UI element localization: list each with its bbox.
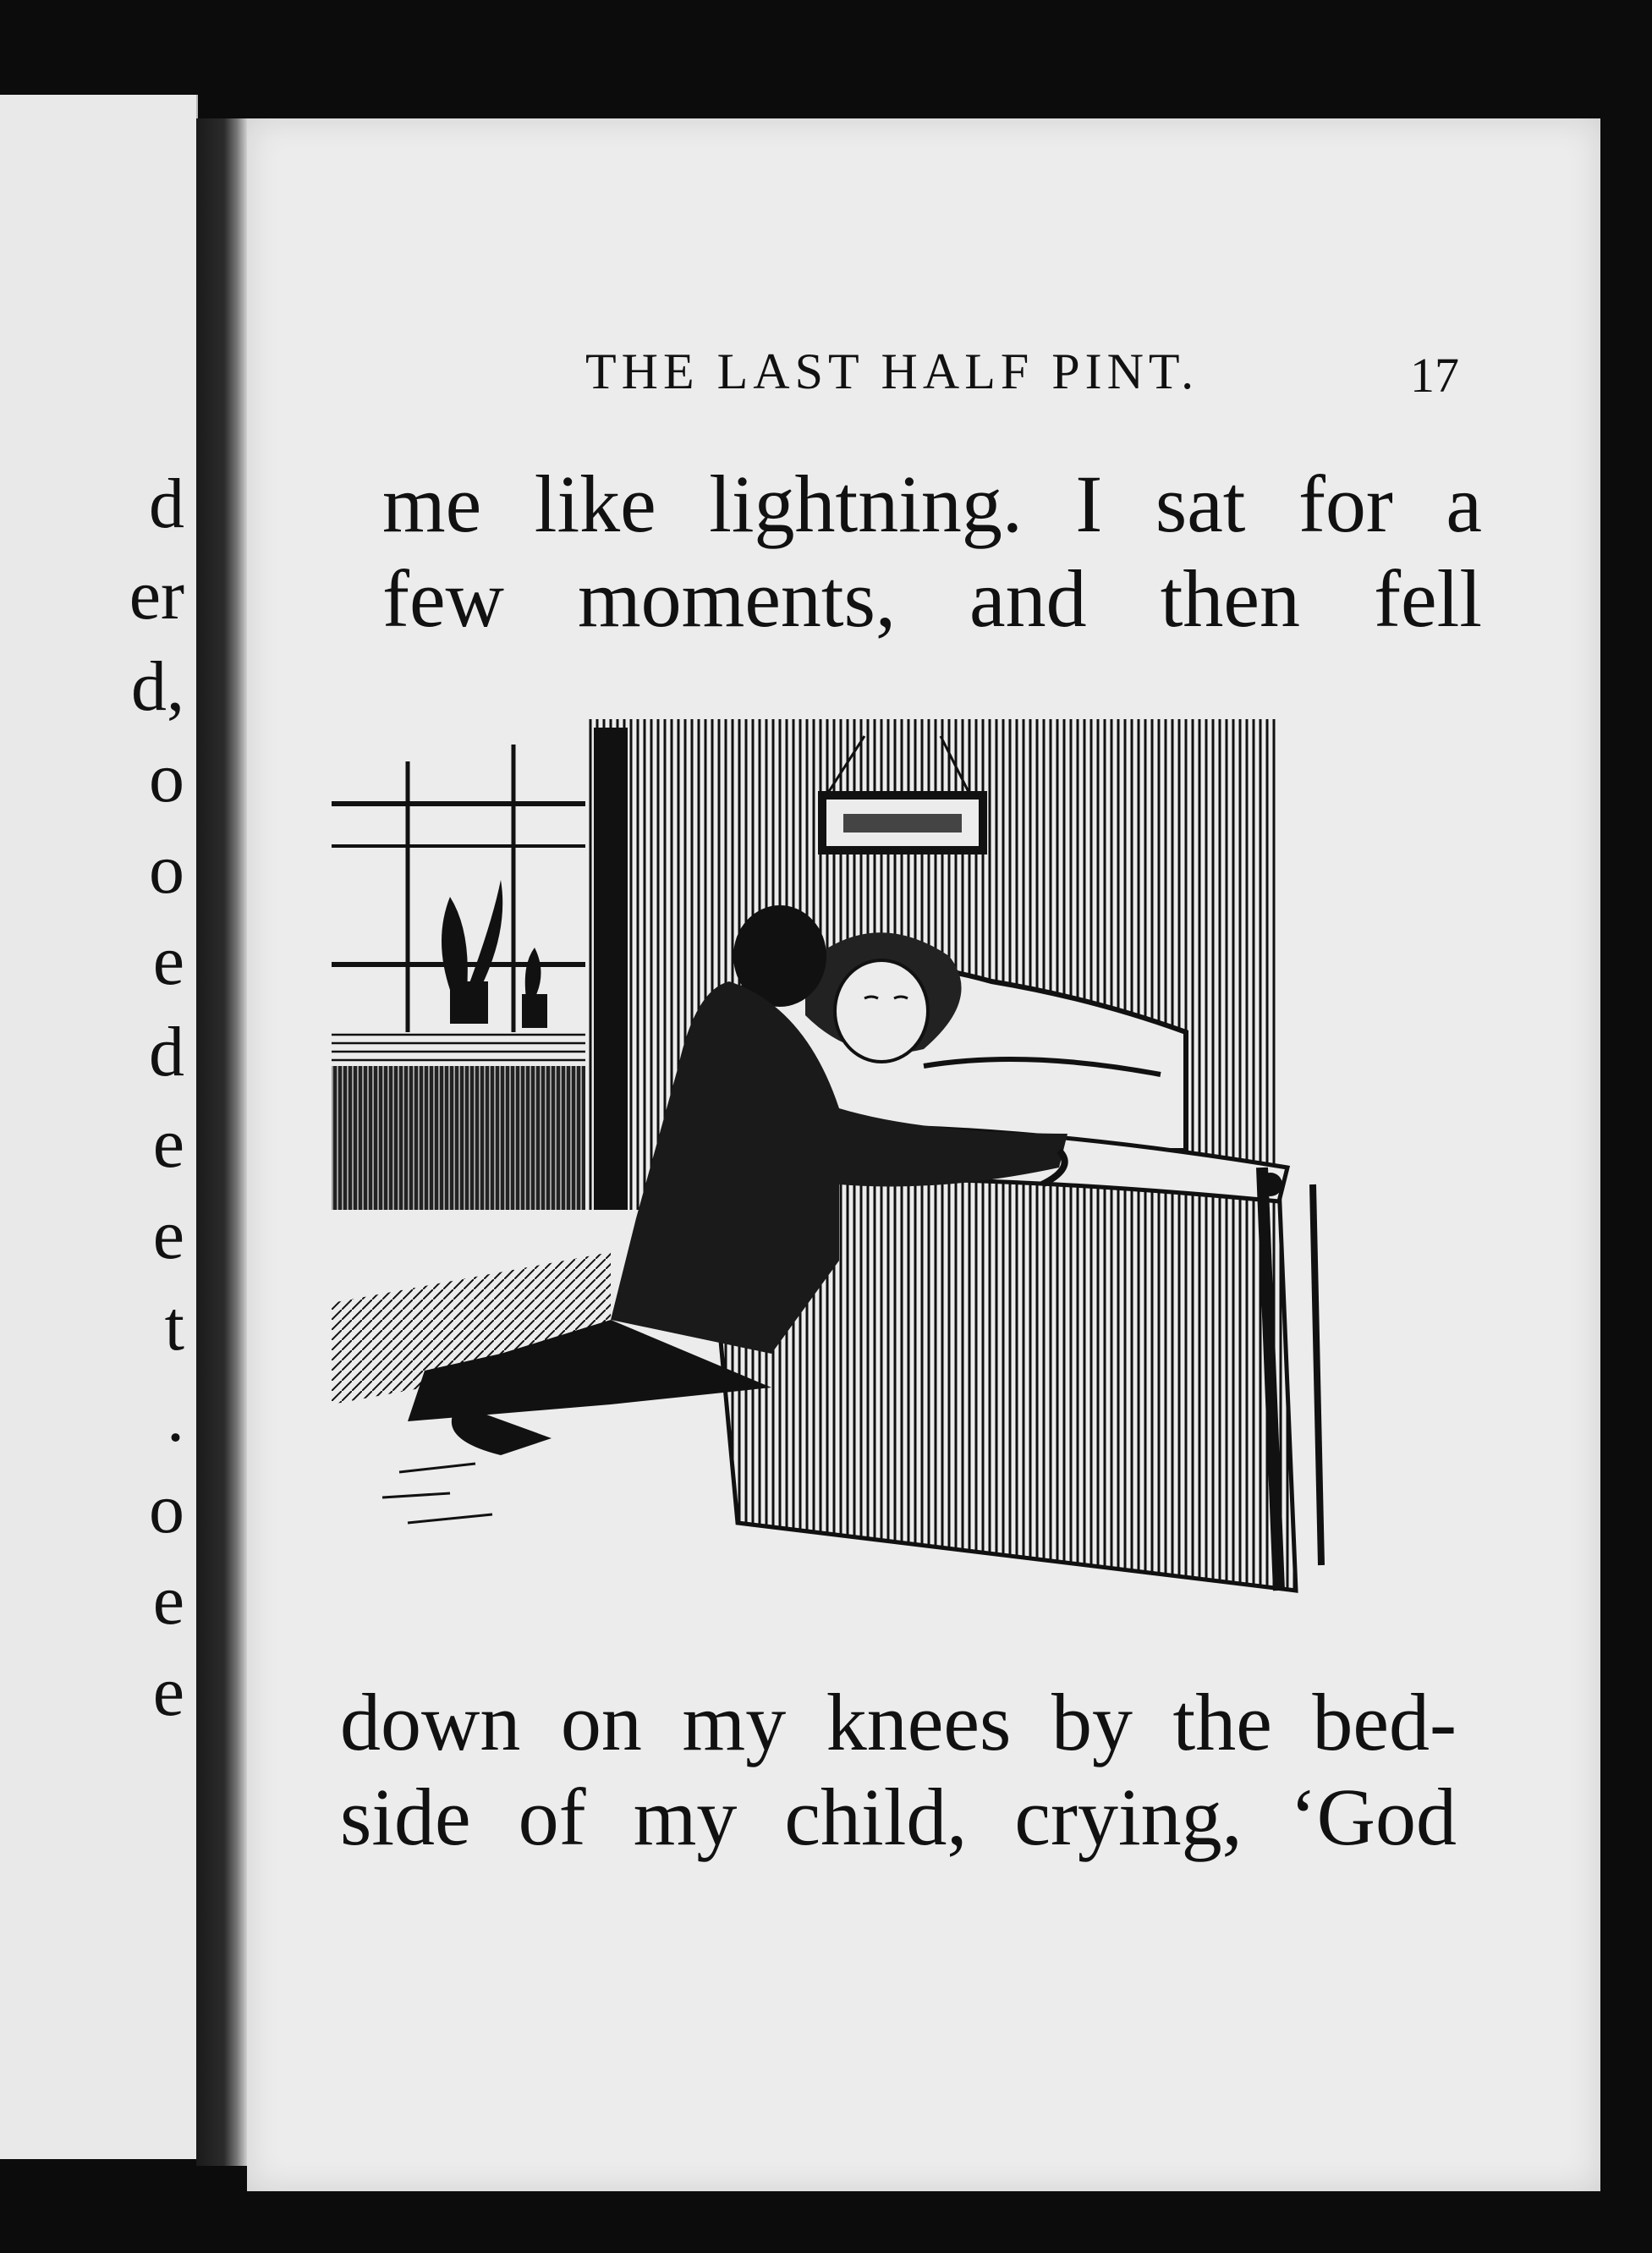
text-line: down on my knees by the bed-	[340, 1677, 1457, 1767]
left-fragment: o	[149, 739, 184, 817]
left-fragment: .	[167, 1378, 184, 1457]
page-number: 17	[1410, 348, 1459, 403]
left-fragment: e	[152, 921, 184, 1000]
text-line: few moments, and then fell	[382, 553, 1482, 644]
text-line: me like lightning. I sat for a	[382, 459, 1482, 549]
left-facing-page	[0, 95, 198, 2159]
engraving-illustration	[332, 711, 1516, 1624]
left-fragment: e	[152, 1561, 184, 1640]
left-fragment: t	[164, 1287, 184, 1366]
left-fragment: d,	[131, 647, 184, 726]
left-page-text-fragments	[83, 459, 184, 1738]
left-fragment: e	[152, 1104, 184, 1183]
body-text-bottom	[340, 1675, 1457, 1865]
left-fragment: d	[149, 464, 184, 543]
wainscot	[332, 1066, 619, 1210]
left-fragment: o	[149, 1470, 184, 1548]
window-frame	[594, 728, 628, 1218]
potted-plants	[442, 880, 547, 1028]
book-gutter-shadow	[196, 118, 247, 2166]
window-sill	[332, 1032, 619, 1066]
text-line: side of my child, crying, ‘God	[340, 1772, 1457, 1862]
left-fragment: e	[152, 1195, 184, 1274]
left-fragment: er	[129, 556, 184, 635]
left-fragment: e	[152, 1652, 184, 1731]
right-page	[247, 118, 1600, 2191]
left-fragment: o	[149, 830, 184, 909]
body-text-top	[382, 457, 1482, 646]
left-fragment: d	[149, 1013, 184, 1091]
running-head: THE LAST HALF PINT.	[585, 343, 1199, 399]
